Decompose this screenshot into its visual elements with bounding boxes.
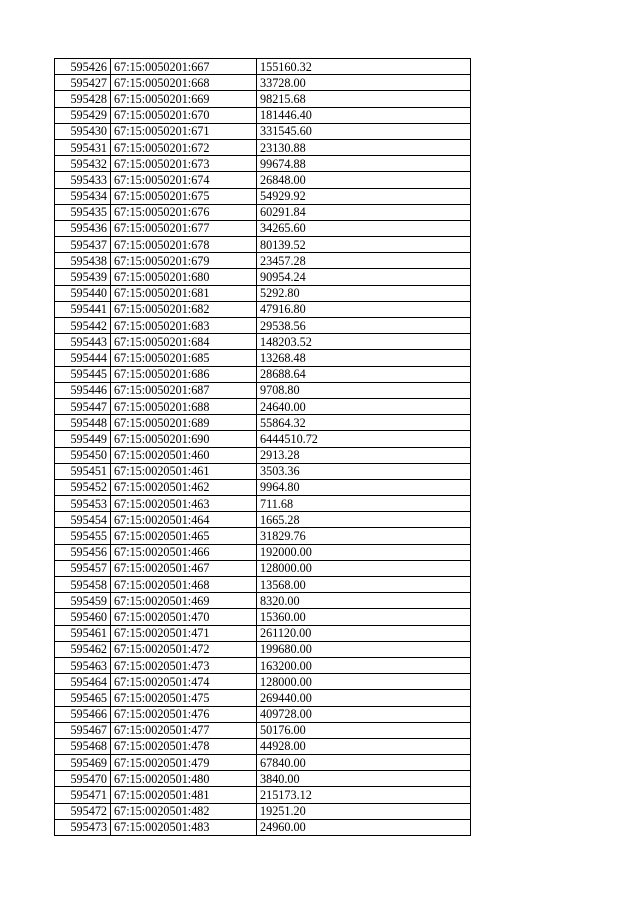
value-cell: 192000.00 [257,544,471,560]
value-cell: 8320.00 [257,593,471,609]
table-row [55,738,471,754]
cadastral-number-cell: 67:15:0050201:668 [111,75,257,91]
row-id-cell: 595431 [55,139,111,155]
table-row [55,609,471,625]
row-id-cell: 595472 [55,803,111,819]
value-cell: 5292.80 [257,285,471,301]
cadastral-number-cell: 67:15:0050201:671 [111,123,257,139]
table-row [55,220,471,236]
cadastral-number-cell: 67:15:0020501:483 [111,819,257,835]
data-table [54,58,471,836]
table-row [55,787,471,803]
cadastral-number-cell: 67:15:0020501:468 [111,577,257,593]
table-row [55,479,471,495]
value-cell: 2913.28 [257,447,471,463]
row-id-cell: 595434 [55,188,111,204]
cadastral-number-cell: 67:15:0050201:689 [111,415,257,431]
value-cell: 261120.00 [257,625,471,641]
table-row [55,172,471,188]
cadastral-number-cell: 67:15:0020501:472 [111,641,257,657]
row-id-cell: 595461 [55,625,111,641]
cadastral-number-cell: 67:15:0050201:670 [111,107,257,123]
cadastral-number-cell: 67:15:0050201:667 [111,59,257,75]
row-id-cell: 595427 [55,75,111,91]
row-id-cell: 595463 [55,657,111,673]
cadastral-number-cell: 67:15:0050201:684 [111,334,257,350]
table-row [55,447,471,463]
value-cell: 3840.00 [257,771,471,787]
value-cell: 163200.00 [257,657,471,673]
row-id-cell: 595456 [55,544,111,560]
row-id-cell: 595459 [55,593,111,609]
row-id-cell: 595455 [55,528,111,544]
row-id-cell: 595448 [55,415,111,431]
cadastral-number-cell: 67:15:0020501:471 [111,625,257,641]
row-id-cell: 595439 [55,269,111,285]
value-cell: 28688.64 [257,366,471,382]
value-cell: 15360.00 [257,609,471,625]
cadastral-number-cell: 67:15:0020501:466 [111,544,257,560]
value-cell: 67840.00 [257,755,471,771]
row-id-cell: 595458 [55,577,111,593]
cadastral-number-cell: 67:15:0020501:469 [111,593,257,609]
value-cell: 13268.48 [257,350,471,366]
value-cell: 24640.00 [257,398,471,414]
value-cell: 99674.88 [257,156,471,172]
value-cell: 128000.00 [257,674,471,690]
table-row [55,577,471,593]
cadastral-number-cell: 67:15:0020501:481 [111,787,257,803]
row-id-cell: 595428 [55,91,111,107]
table-row [55,75,471,91]
value-cell: 23130.88 [257,139,471,155]
row-id-cell: 595468 [55,738,111,754]
row-id-cell: 595471 [55,787,111,803]
table-row [55,706,471,722]
cadastral-number-cell: 67:15:0050201:683 [111,318,257,334]
cadastral-number-cell: 67:15:0050201:681 [111,285,257,301]
table-row [55,334,471,350]
cadastral-number-cell: 67:15:0020501:460 [111,447,257,463]
cadastral-number-cell: 67:15:0020501:474 [111,674,257,690]
row-id-cell: 595473 [55,819,111,835]
table-row [55,301,471,317]
cadastral-number-cell: 67:15:0020501:475 [111,690,257,706]
table-row [55,398,471,414]
cadastral-number-cell: 67:15:0050201:675 [111,188,257,204]
row-id-cell: 595440 [55,285,111,301]
table-row [55,771,471,787]
table-row [55,382,471,398]
table-row [55,690,471,706]
cadastral-number-cell: 67:15:0020501:480 [111,771,257,787]
row-id-cell: 595453 [55,496,111,512]
cadastral-number-cell: 67:15:0050201:678 [111,237,257,253]
table-row [55,544,471,560]
cadastral-number-cell: 67:15:0050201:688 [111,398,257,414]
cadastral-number-cell: 67:15:0050201:669 [111,91,257,107]
value-cell: 148203.52 [257,334,471,350]
row-id-cell: 595438 [55,253,111,269]
value-cell: 9708.80 [257,382,471,398]
cadastral-number-cell: 67:15:0050201:679 [111,253,257,269]
table-row [55,156,471,172]
value-cell: 3503.36 [257,463,471,479]
table-row [55,285,471,301]
value-cell: 31829.76 [257,528,471,544]
table-row [55,496,471,512]
row-id-cell: 595443 [55,334,111,350]
cadastral-number-cell: 67:15:0020501:470 [111,609,257,625]
row-id-cell: 595429 [55,107,111,123]
table-row [55,755,471,771]
value-cell: 90954.24 [257,269,471,285]
table-row [55,528,471,544]
row-id-cell: 595437 [55,237,111,253]
table-row [55,819,471,835]
value-cell: 409728.00 [257,706,471,722]
cadastral-number-cell: 67:15:0020501:464 [111,512,257,528]
cadastral-number-cell: 67:15:0020501:477 [111,722,257,738]
row-id-cell: 595446 [55,382,111,398]
value-cell: 269440.00 [257,690,471,706]
table-row [55,139,471,155]
value-cell: 60291.84 [257,204,471,220]
table-row [55,560,471,576]
value-cell: 6444510.72 [257,431,471,447]
row-id-cell: 595436 [55,220,111,236]
value-cell: 55864.32 [257,415,471,431]
cadastral-number-cell: 67:15:0050201:686 [111,366,257,382]
row-id-cell: 595470 [55,771,111,787]
cadastral-number-cell: 67:15:0050201:682 [111,301,257,317]
cadastral-number-cell: 67:15:0020501:467 [111,560,257,576]
value-cell: 128000.00 [257,560,471,576]
cadastral-number-cell: 67:15:0020501:463 [111,496,257,512]
table-row [55,625,471,641]
row-id-cell: 595449 [55,431,111,447]
table-row [55,350,471,366]
value-cell: 26848.00 [257,172,471,188]
value-cell: 98215.68 [257,91,471,107]
table-row [55,253,471,269]
cadastral-number-cell: 67:15:0020501:479 [111,755,257,771]
value-cell: 155160.32 [257,59,471,75]
row-id-cell: 595433 [55,172,111,188]
value-cell: 54929.92 [257,188,471,204]
value-cell: 711.68 [257,496,471,512]
value-cell: 44928.00 [257,738,471,754]
table-body [55,59,471,836]
row-id-cell: 595445 [55,366,111,382]
cadastral-number-cell: 67:15:0050201:690 [111,431,257,447]
table-row [55,123,471,139]
table-row [55,512,471,528]
cadastral-number-cell: 67:15:0050201:685 [111,350,257,366]
cadastral-number-cell: 67:15:0020501:482 [111,803,257,819]
row-id-cell: 595442 [55,318,111,334]
table-row [55,269,471,285]
table-row [55,803,471,819]
row-id-cell: 595462 [55,641,111,657]
value-cell: 80139.52 [257,237,471,253]
row-id-cell: 595452 [55,479,111,495]
value-cell: 19251.20 [257,803,471,819]
value-cell: 331545.60 [257,123,471,139]
row-id-cell: 595460 [55,609,111,625]
cadastral-number-cell: 67:15:0050201:677 [111,220,257,236]
table-row [55,366,471,382]
value-cell: 50176.00 [257,722,471,738]
table-row [55,107,471,123]
table-row [55,657,471,673]
cadastral-number-cell: 67:15:0050201:680 [111,269,257,285]
cadastral-number-cell: 67:15:0050201:687 [111,382,257,398]
cadastral-number-cell: 67:15:0020501:465 [111,528,257,544]
row-id-cell: 595426 [55,59,111,75]
cadastral-number-cell: 67:15:0050201:673 [111,156,257,172]
table-row [55,415,471,431]
table-row [55,593,471,609]
row-id-cell: 595435 [55,204,111,220]
value-cell: 29538.56 [257,318,471,334]
value-cell: 181446.40 [257,107,471,123]
row-id-cell: 595466 [55,706,111,722]
cadastral-number-cell: 67:15:0020501:473 [111,657,257,673]
row-id-cell: 595467 [55,722,111,738]
value-cell: 13568.00 [257,577,471,593]
value-cell: 199680.00 [257,641,471,657]
row-id-cell: 595457 [55,560,111,576]
row-id-cell: 595464 [55,674,111,690]
row-id-cell: 595465 [55,690,111,706]
table-row [55,641,471,657]
cadastral-number-cell: 67:15:0050201:672 [111,139,257,155]
table-row [55,188,471,204]
cadastral-number-cell: 67:15:0020501:478 [111,738,257,754]
cadastral-number-cell: 67:15:0020501:462 [111,479,257,495]
cadastral-number-cell: 67:15:0020501:476 [111,706,257,722]
row-id-cell: 595441 [55,301,111,317]
value-cell: 215173.12 [257,787,471,803]
value-cell: 23457.28 [257,253,471,269]
row-id-cell: 595451 [55,463,111,479]
cadastral-number-cell: 67:15:0050201:674 [111,172,257,188]
cadastral-number-cell: 67:15:0050201:676 [111,204,257,220]
table-row [55,237,471,253]
row-id-cell: 595447 [55,398,111,414]
value-cell: 24960.00 [257,819,471,835]
value-cell: 9964.80 [257,479,471,495]
row-id-cell: 595444 [55,350,111,366]
table-row [55,91,471,107]
value-cell: 1665.28 [257,512,471,528]
table-row [55,722,471,738]
table-row [55,59,471,75]
value-cell: 34265.60 [257,220,471,236]
row-id-cell: 595469 [55,755,111,771]
table-row [55,463,471,479]
table-row [55,204,471,220]
table-row [55,431,471,447]
row-id-cell: 595454 [55,512,111,528]
table-row [55,674,471,690]
value-cell: 33728.00 [257,75,471,91]
table-row [55,318,471,334]
row-id-cell: 595432 [55,156,111,172]
value-cell: 47916.80 [257,301,471,317]
row-id-cell: 595430 [55,123,111,139]
row-id-cell: 595450 [55,447,111,463]
cadastral-number-cell: 67:15:0020501:461 [111,463,257,479]
